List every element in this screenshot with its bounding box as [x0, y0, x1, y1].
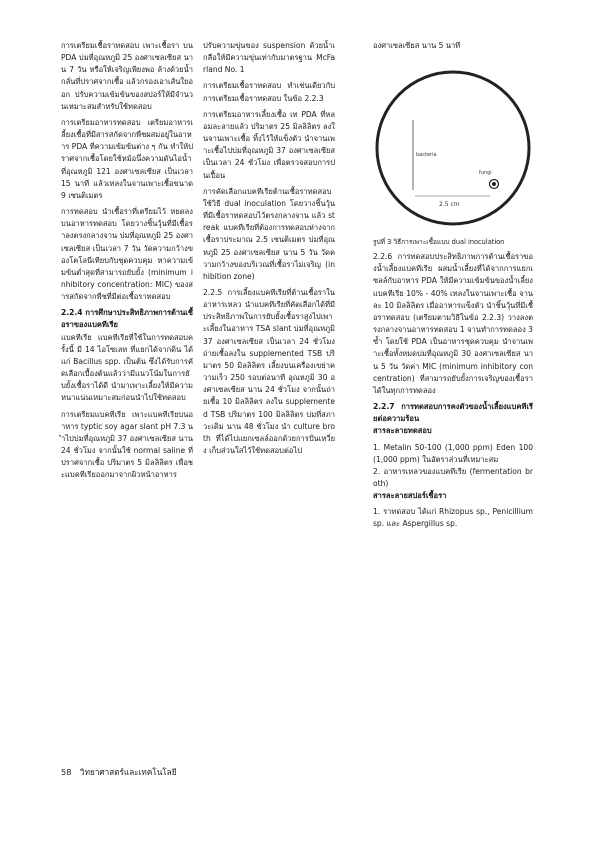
text-column-2: [203, 40, 335, 461]
page-number: 58: [61, 767, 72, 777]
page-footer: [61, 766, 183, 779]
paragraph-bacteria-prep: การเตรียมแบคทีเรีย เพาะแบคทีเรียบนอาหาร typtic soy agar slant pH 7.3 นำไปบ่มที่อุณหภูมิ 37 องศาเซลเซียส นาน 24 ชั่วโมง จากนั้นใช้ normal saline ที่ปราศจากเชื้อ ปริมาตร 5 มิลลิลิตร เพื่อชะแบคทีเรียออกมาจากผิวหน้าอาหาร: [61, 409, 193, 480]
dual-inoculation-figure: [373, 56, 533, 236]
paragraph-col3-top: องศาเซลเซียส นาน 5 นาที: [373, 41, 461, 50]
paragraph-fungi-prep: การเตรียมเชื้อราทดสอบ เพาะเชื้อรา บน PDA บ่มที่อุณหภูมิ 25 องศาเซลเซียส นาน 7 วัน หรือให้เจริญเพียงพอ ล้างด้วยน้ำกลั่นที่ปราศจากเชื้อ แล้วกรองเอาเส้นใยออก ปรับความเข้มข้นของสปอร์ให้มีจำนวนเหมาะสมสำหรับใช้ทดสอบ: [61, 41, 193, 111]
label-bacteria: bacteria: [416, 152, 437, 159]
paragraph-2-2-5: 2.2.5 การเลี้ยงแบคทีเรียที่ต้านเชื้อราในอาหารเหลว นำแบคทีเรียที่คัดเลือกได้ที่มีประสิทธิภาพในการยับยั้งเชื้อราสูงไปเพาะเลี้ยงในอาหาร TSA slant บ่มที่อุณหภูมิ 37 องศาเซลเซียส เป็นเวลา 24 ชั่วโมง ถ่ายเชื้อลงใน supplemented TSB ปริมาตร 50 มิลลิลิตร เลี้ยงบนเครื่องเขย่าความเร็ว 250 รอบต่อนาที อุณหภูมิ 30 องศาเซลเซียส นาน 24 ชั่วโมง จากนั้นถ่ายเชื้อ 10 มิลลิลิตร ลงใน supplemented TSB ปริมาตร 100 มิลลิลิตร บ่มที่สภาวะเดิม นาน 48 ชั่วโมง นำ culture broth ที่ได้ไปแยกเซลล์ออกด้วยการปั่นเหวี่ยง เก็บส่วนใสไว้ใช้ทดสอบต่อไป: [203, 287, 335, 455]
label-distance: 2.5 cm: [439, 201, 460, 209]
fungi-inoculum-center: [492, 182, 496, 186]
paragraph-2-2-6: 2.2.6 การทดสอบประสิทธิภาพการต้านเชื้อราของน้ำเลี้ยงแบคทีเรีย ผสมน้ำเลี้ยงที่ได้จากการแยกเซลล์กับอาหาร PDA ให้มีความเข้มข้นของน้ำเลี้ยงแบคทีเรีย 10% - 40% เทลงในจานเพาะเชื้อ จานละ 10 มิลลิลิตร เมื่ออาหารแข็งตัว นำชิ้นวุ้นที่มีเชื้อราทดสอบ (เตรียมตามวิธีในข้อ 2.2.3) วางลงตรงกลางจานอาหารทดสอบ 1 จานทำการทดลอง 3 ซ้ำ โดยใช้ PDA เป็นอาหารชุดควบคุม นำจานเพาะเชื้อทั้งหมดบ่มที่อุณหภูมิ 30 องศาเซลเซียส นาน 5 วัน วัดค่า MIC (minimum inhibitory concentration) ที่สามารถยับยั้งการเจริญของเชื้อราได้ในทุกการทดลอง: [373, 252, 533, 395]
label-fungi: fungi: [479, 170, 492, 177]
list-item-1: 1. Metalin 50-100 (1,000 ppm) Eden 100 (1,000 ppm) ในอัตราส่วนที่เหมาะสม: [373, 442, 533, 464]
journal-name: วิทยาศาสตร์และเทคโนโลยี: [80, 767, 177, 777]
paragraph-turbidity: ปรับความขุ่นของ suspension ด้วยน้ำเกลือให้มีความขุ่นเท่ากับมาตรฐาน McFarland No. 1: [203, 41, 335, 75]
text-column-1: [61, 40, 193, 485]
paragraph-fungi-prep-2: การเตรียมเชื้อราทดสอบ ทำเช่นเดียวกับการเตรียมเชื้อราทดสอบ ในข้อ 2.2.3: [203, 81, 335, 103]
paragraph-bacteria: แบคทีเรีย แบคทีเรียที่ใช้ในการทดสอบครั้งนี้ มี 14 ไอโซเลท ที่แยกได้จากดิน ได้แก่ Bacillus spp. เป็นต้น ซึ่งได้รับการคัดเลือกเบื้องต้นแล้วว่ามีแนวโน้มในการยับยั้งเชื้อราได้ดี นำมาเพาะเลี้ยงให้มีความหนาแน่นเหมาะสมก่อนนำไปใช้ทดสอบ: [61, 332, 193, 403]
paragraph-screening: การคัดเลือกแบคทีเรียต้านเชื้อราทดสอบ ใช้วิธี dual inoculation โดยวางชิ้นวุ้นที่มีเชื้อราทดสอบไว้ตรงกลางจาน แล้ว streak แบคทีเรียที่ต้องการทดสอบห่างจากเชื้อราประมาณ 2.5 เซนติเมตร บ่มที่อุณหภูมิ 25 องศาเซลเซียส นาน 5 วัน วัดความกว้างของบริเวณที่เชื้อราไม่เจริญ (inhibition zone): [203, 186, 335, 281]
paragraph-media-prep: การเตรียมอาหารทดสอบ เตรียมอาหารเลี้ยงเชื้อที่มีสารสกัดจากพืชผสมอยู่ในอาหาร PDA ที่ความเข้มข้นต่าง ๆ กัน ทำให้ปราศจากเชื้อโดยใช้หม้อนึ่งความดันไอน้ำ ที่อุณหภูมิ 121 องศาเซลเซียส เป็นเวลา 15 นาที แล้วเทลงในจานเพาะเชื้อขนาด 9 เซนติเมตร: [61, 117, 193, 200]
figure-caption: รูปที่ 3 วิธีการเพาะเชื้อแบบ dual inoculation: [373, 238, 505, 247]
paragraph-testing: การทดสอบ นำเชื้อราที่เตรียมไว้ หยดลงบนอาหารทดสอบ โดยวางชิ้นวุ้นที่มีเชื้อราลงตรงกลางจาน บ่มที่อุณหภูมิ 25 องศาเซลเซียส เป็นเวลา 7 วัน วัดความกว้างของโคโลนีเทียบกับชุดควบคุม หาความเข้มข้นต่ำสุดที่สามารถยับยั้ง (minimum inhibitory concentration: MIC) ของสารสกัดจากพืชที่มีต่อเชื้อราทดสอบ: [61, 207, 193, 302]
list-item-2: 2. อาหารเหลวของแบคทีเรีย (fermentation broth): [373, 466, 533, 488]
heading-spore-solution: สารละลายสปอร์เชื้อรา: [373, 491, 447, 501]
petri-dish-diagram: [373, 56, 533, 236]
paragraph-medium-prep: การเตรียมอาหารเลี้ยงเชื้อ เท PDA ที่หลอมละลายแล้ว ปริมาตร 25 มิลลิลิตร ลงในจานเพาะเชื้อ ทิ้งไว้ให้แข็งตัว นำจานเพาะเชื้อไปบ่มที่อุณหภูมิ 37 องศาเซลเซียส เป็นเวลา 24 ชั่วโมง เพื่อตรวจสอบการปนเปื้อน: [203, 109, 335, 180]
list-item-fungi: 1. ราทดสอบ ได้แก่ Rhizopus sp., Penicillium sp. และ Aspergillus sp.: [373, 507, 533, 529]
subheading-2-2-7: 2.2.7 การทดสอบการคงตัวของน้ำเลี้ยงแบคทีเรียต่อความร้อน: [373, 402, 533, 424]
text-column-3: [373, 40, 533, 535]
subheading-2-2-4: 2.2.4 การศึกษาประสิทธิภาพการต้านเชื้อราของแบคทีเรีย: [61, 308, 193, 330]
heading-test-solution: สารละลายทดสอบ: [373, 426, 432, 436]
